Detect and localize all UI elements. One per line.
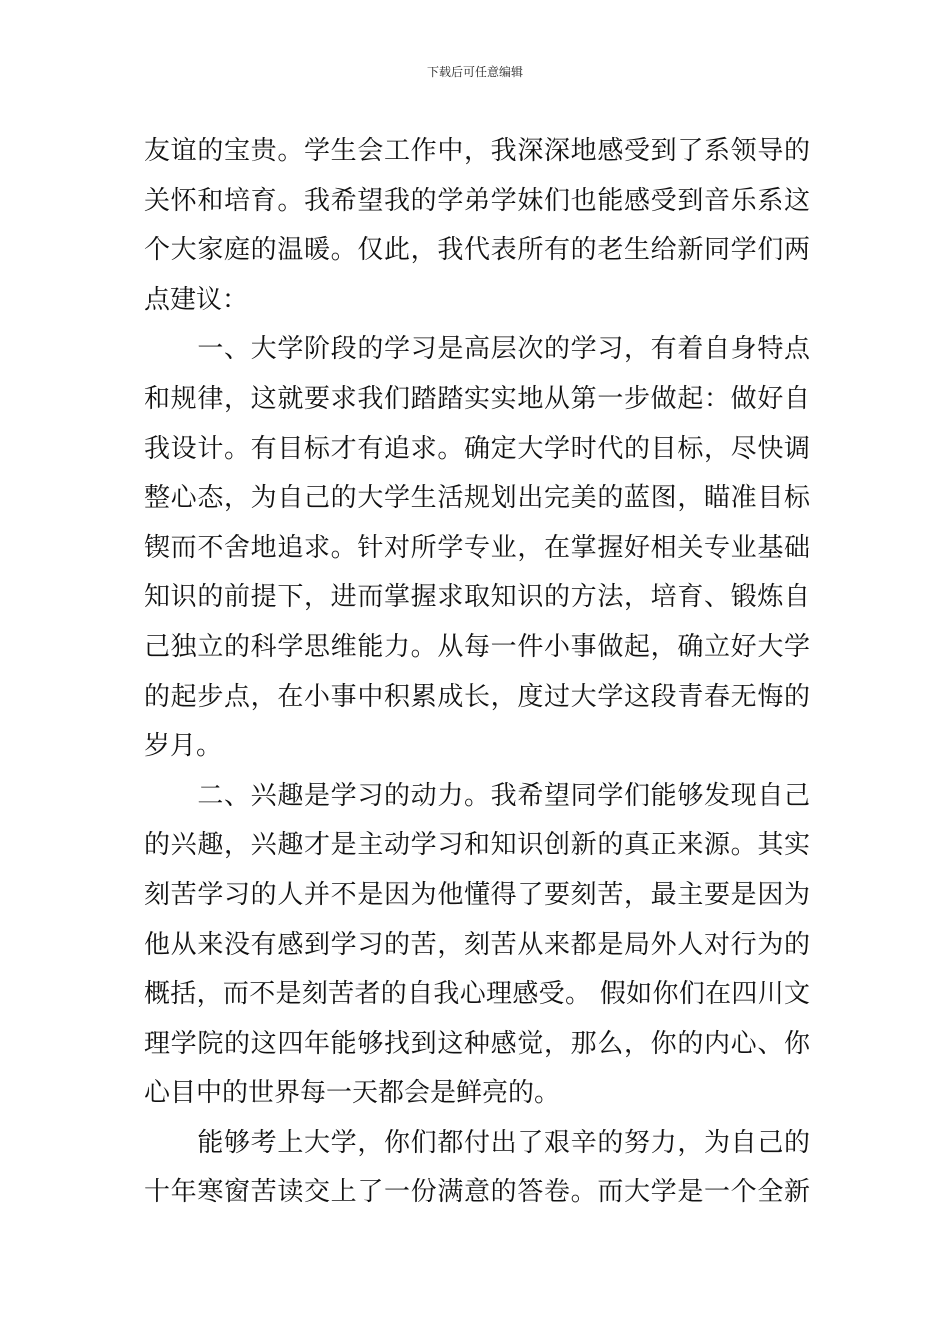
- text-line: 能够考上大学，你们都付出了艰辛的努力，为自己的: [144, 1127, 810, 1158]
- text-line: 心目中的世界每一天都会是鲜亮的。: [144, 1078, 561, 1109]
- text-line: 他从来没有感到学习的苦，刻苦从来都是局外人对行为的: [144, 929, 810, 960]
- text-line: 刻苦学习的人并不是因为他懂得了要刻苦，最主要是因为: [144, 879, 810, 910]
- text-line: 锲而不舍地追求。针对所学专业，在掌握好相关专业基础: [144, 532, 810, 563]
- text-line: 个大家庭的温暖。仅此，我代表所有的老生给新同学们两: [144, 235, 810, 266]
- text-line: 的兴趣，兴趣才是主动学习和知识创新的真正来源。其实: [144, 830, 810, 861]
- text-line: 概括，而不是刻苦者的自我心理感受。 假如你们在四川文: [144, 979, 810, 1010]
- text-line: 岁月。: [144, 731, 223, 762]
- text-line: 和规律，这就要求我们踏踏实实地从第一步做起：做好自: [144, 383, 810, 414]
- document-body: [144, 127, 810, 1218]
- text-line: 知识的前提下，进而掌握求取知识的方法，培育、锻炼自: [144, 582, 810, 613]
- text-line: 我设计。有目标才有追求。确定大学时代的目标，尽快调: [144, 433, 810, 464]
- text-line: 十年寒窗苦读交上了一份满意的答卷。而大学是一个全新: [144, 1177, 810, 1208]
- text-line: 的起步点，在小事中积累成长，度过大学这段青春无悔的: [144, 681, 810, 712]
- text-line: 二、兴趣是学习的动力。我希望同学们能够发现自己: [144, 780, 810, 811]
- text-line: 点建议：: [144, 284, 249, 315]
- page-header: 下载后可任意编辑: [426, 65, 523, 79]
- text-line: 一、大学阶段的学习是高层次的学习，有着自身特点: [144, 334, 810, 365]
- text-line: 己独立的科学思维能力。从每一件小事做起，确立好大学: [144, 631, 810, 662]
- text-line: 友谊的宝贵。学生会工作中，我深深地感受到了系领导的: [144, 136, 810, 166]
- text-line: 整心态，为自己的大学生活规划出完美的蓝图，瞄准目标: [144, 483, 810, 514]
- text-line: 理学院的这四年能够找到这种感觉，那么，你的内心、你: [144, 1028, 810, 1059]
- text-line: 关怀和培育。我希望我的学弟学妹们也能感受到音乐系这: [144, 185, 810, 216]
